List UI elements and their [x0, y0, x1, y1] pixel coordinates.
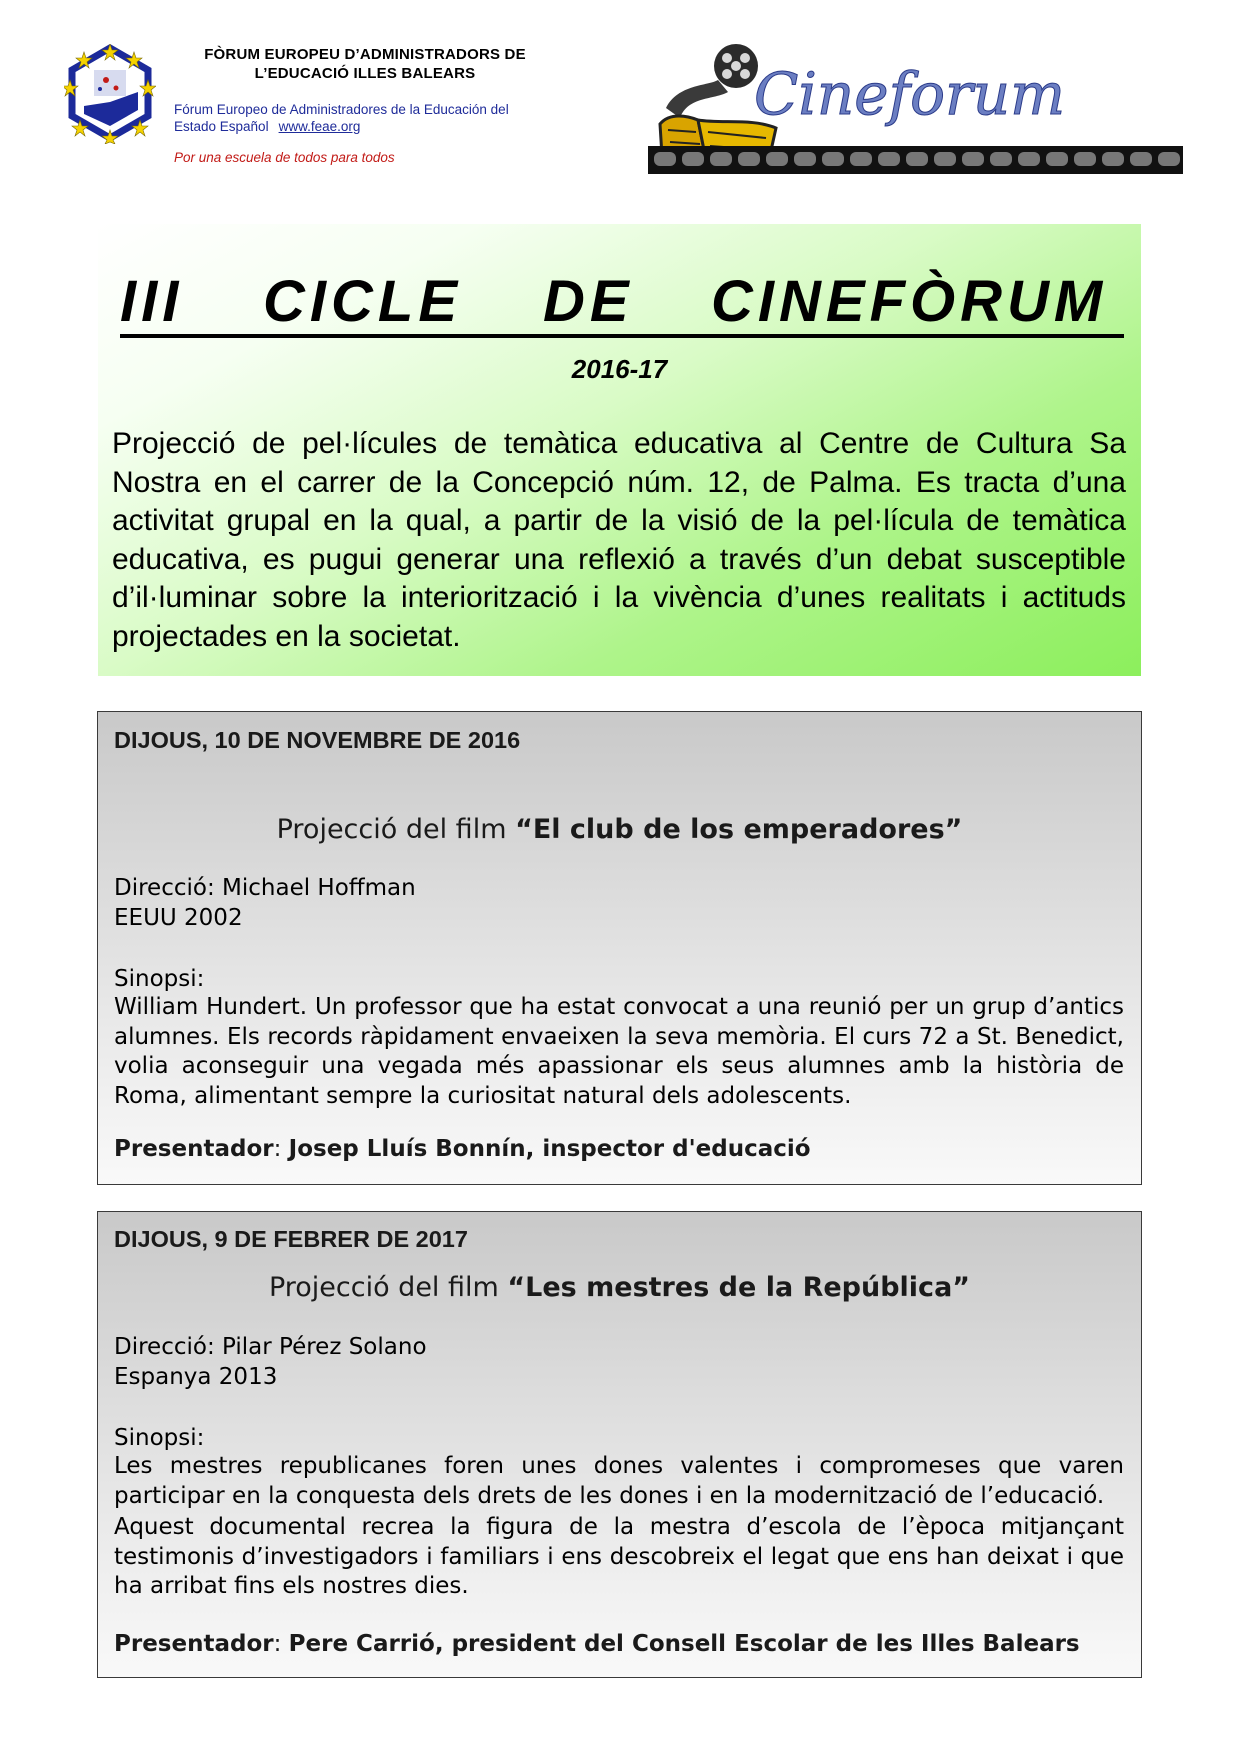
film-prefix: Projecció del film	[276, 814, 516, 845]
film-country-year: EEUU 2002	[114, 905, 243, 931]
film-title-line	[98, 1272, 1141, 1303]
synopsis-label: Sinopsi:	[114, 1425, 205, 1451]
synopsis-text: Aquest documental recrea la figura de la mestra d’escola de l’època mitjançant testimonis d’investigadors i familiars i ens descobreix el legat que ens han deixat i que ha arribat fins els nostres dies.	[114, 1514, 1124, 1599]
cycle-title-word: III	[120, 269, 184, 334]
film-reel-icon	[714, 44, 758, 88]
presenter-line	[114, 1631, 1080, 1657]
session-card	[97, 1211, 1142, 1678]
presenter-label: Presentador	[114, 1136, 274, 1162]
presenter-separator: :	[273, 1631, 289, 1657]
session-card	[97, 711, 1142, 1185]
organization-subtitle-line2: Estado Español	[174, 119, 269, 134]
intro-description: Projecció de pel·lícules de temàtica educativa al Centre de Cultura Sa Nostra en el carrer de la Concepció núm. 12, de Palma. Es tracta d’una activitat grupal en la qual, a partir de la visió de la pel·lícula de temàtica educativa, es pugui generar una reflexió a través d’un debat susceptible d’il·luminar sobre la interiorització i la vivència d’unes realitats i actituds projectades en la societat.	[112, 427, 1126, 653]
synopsis-label: Sinopsi:	[114, 966, 205, 992]
film-title: “Les mestres de la República”	[507, 1272, 971, 1303]
presenter-line	[114, 1136, 811, 1162]
film-prefix: Projecció del film	[268, 1272, 508, 1303]
cycle-title-word: CICLE	[263, 269, 462, 334]
presenter-name: Pere Carrió, president del Consell Escolar de les Illes Balears	[288, 1631, 1080, 1657]
synopsis-text: William Hundert. Un professor que ha estat convocat a una reunió per un grup d’antics alumnes. Els records ràpidament envaeixen la seva memòria. El curs 72 a St. Benedict, volia aconseguir una vegada més apassionar els seus alumnes amb la història de Roma, alimentant sempre la curiositat natural dels adolescents.	[114, 994, 1124, 1109]
film-country-year: Espanya 2013	[114, 1364, 278, 1390]
film-title-line	[98, 814, 1141, 845]
cycle-title	[120, 266, 1124, 338]
website-link[interactable]: www.feae.org	[278, 119, 361, 134]
synopsis-text: Les mestres republicanes foren unes dones valentes i compromeses que varen participar en la conquesta dels drets de les dones i en la modernització de l’educació.	[114, 1453, 1124, 1509]
film-director: Direcció: Michael Hoffman	[114, 875, 416, 901]
film-title: “El club de los emperadores”	[515, 814, 963, 845]
organization-name-line2: L’EDUCACIÓ ILLES BALEARS	[254, 65, 476, 82]
presenter-separator: :	[273, 1136, 289, 1162]
organization-name-line1: FÒRUM EUROPEU D’ADMINISTRADORS DE	[204, 46, 526, 63]
presenter-label: Presentador	[114, 1631, 274, 1657]
cineforum-wordmark: Cineforum	[754, 60, 1066, 128]
cineforum-logo	[648, 40, 1183, 175]
cycle-title-word: CINEFÒRUM	[711, 269, 1108, 334]
intro-box	[98, 224, 1141, 676]
feae-logo	[64, 44, 156, 144]
organization-subtitle	[174, 101, 509, 135]
title-underline	[120, 334, 1124, 338]
presenter-name: Josep Lluís Bonnín, inspector d'educació	[288, 1136, 811, 1162]
session-date: DIJOUS, 9 DE FEBRER DE 2017	[114, 1226, 468, 1252]
cycle-title-word: DE	[543, 269, 634, 334]
session-date: DIJOUS, 10 DE NOVEMBRE DE 2016	[114, 727, 521, 753]
film-director: Direcció: Pilar Pérez Solano	[114, 1334, 427, 1360]
organization-motto: Por una escuela de todos para todos	[174, 150, 395, 165]
season-label: 2016-17	[571, 354, 668, 384]
organization-subtitle-line1: Fórum Europeo de Administradores de la Educación del	[174, 102, 509, 117]
organization-name	[170, 45, 560, 83]
